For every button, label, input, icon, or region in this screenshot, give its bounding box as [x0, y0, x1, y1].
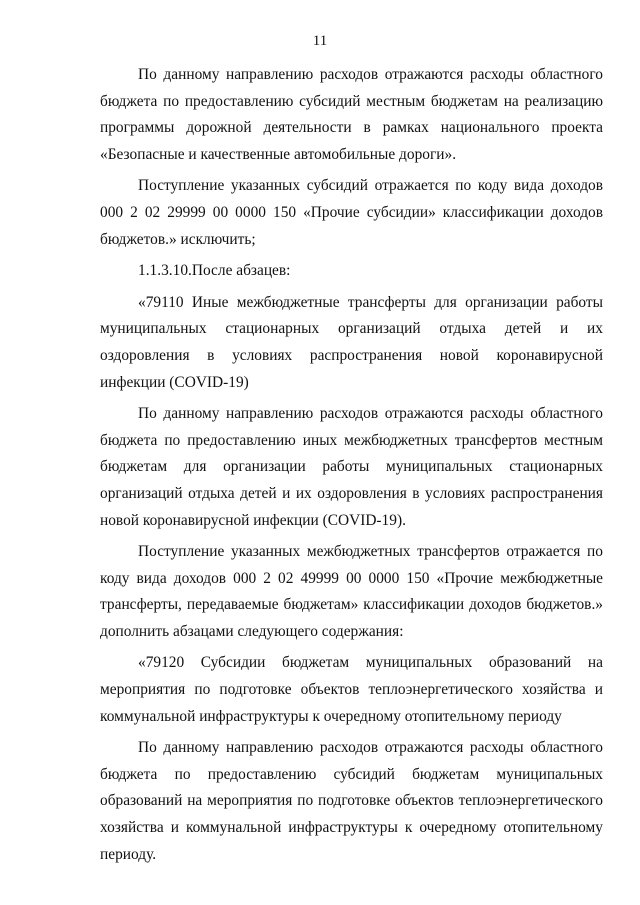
page-number: 11 [312, 33, 328, 49]
paragraph: Поступление указанных межбюджетных трансфертов отражается по коду вида доходов 000 2 02 49999 00 0000 150 «Прочие межбюджетные трансферты, передаваемые бюджетам» классификации доходов бюджетов.» дополнить абзацами следующего содержания: [100, 543, 603, 640]
paragraph: «79110 Иные межбюджетные трансферты для организации работы муниципальных стационарных организаций отдыха детей и их оздоровления в условиях распространения новой коронавирусной инфекции (COVID-19) [100, 293, 603, 391]
paragraph: Поступление указанных субсидий отражается по коду вида доходов 000 2 02 29999 00 0000 150 «Прочие субсидии» классификации доходов бюджетов.» исключить; [100, 177, 603, 248]
paragraph: «79120 Субсидии бюджетам муниципальных образований на мероприятия по подготовке объектов теплоэнергетического хозяйства и коммунальной инфраструктуры к очередному отопительному периоду [100, 654, 603, 725]
paragraph: 1.1.3.10.После абзацев: [138, 262, 291, 280]
paragraph: По данному направлению расходов отражаются расходы областного бюджета по предоставлению субсидий местным бюджетам на реализацию программы дорожной деятельности в рамках национального проекта «Безопасные и качественные автомобильные дороги». [100, 66, 603, 163]
document-body [100, 62, 603, 873]
paragraph: По данному направлению расходов отражаются расходы областного бюджета по предоставлению иных межбюджетных трансфертов местным бюджетам для организации работы муниципальных стационарных организаций отдыха детей и их оздоровления в условиях распространения новой коронавирусной инфекции (COVID-19). [100, 405, 603, 529]
paragraph: По данному направлению расходов отражаются расходы областного бюджета по предоставлению субсидий бюджетам муниципальных образований на мероприятия по подготовке объектов теплоэнергетического хозяйства и коммунальной инфраструктуры к очередному отопительному периоду. [100, 739, 603, 863]
